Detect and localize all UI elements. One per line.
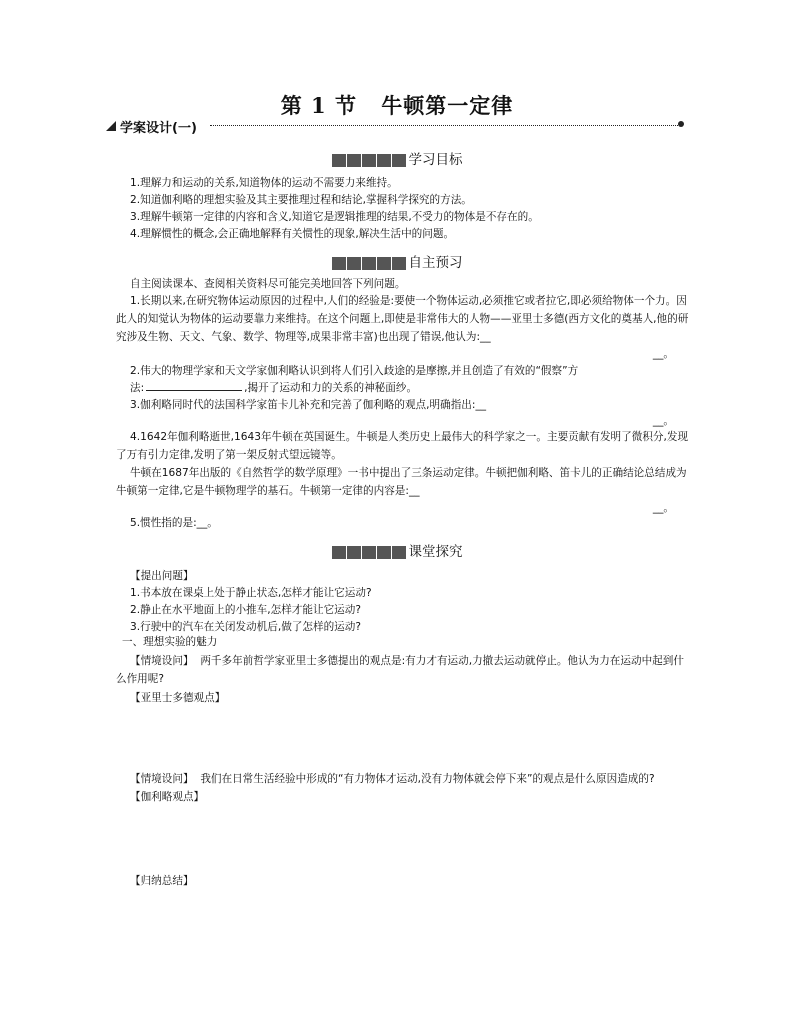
part1-heading: 一、理想实验的魅力: [122, 636, 218, 648]
question-item: 1.书本放在课桌上处于静止状态,怎样才能让它运动?: [130, 587, 372, 599]
section-classroom: 课堂探究: [0, 540, 794, 560]
goal-item: 1.理解力和运动的关系,知道物体的运动不需要力来维持。: [130, 177, 398, 189]
design-bar: [106, 118, 684, 134]
section-goals: 学习目标: [0, 148, 794, 168]
goal-item: 4.理解惯性的概念,会正确地解释有关惯性的现象,解决生活中的问题。: [130, 228, 455, 240]
preview-q4: 4.1642年伽利略逝世,1643年牛顿在英国诞生。牛顿是人类历史上最伟大的科学家之一。主要贡献有发明了微积分,发现了万有引力定律,发明了第一架反射式望远镜等。: [116, 431, 689, 461]
triangle-icon: [106, 121, 116, 131]
preview-q4b: 牛顿在1687年出版的《自然哲学的数学原理》一书中提出了三条运动定律。牛顿把伽利略、笛卡儿的正确结论总结成为牛顿第一定律,它是牛顿物理学的基石。牛顿第一定律的内容是:__: [116, 467, 687, 497]
answer-blank[interactable]: [146, 379, 242, 391]
section-preview: 自主预习: [0, 251, 794, 271]
question-item: 2.静止在水平地面上的小推车,怎样才能让它运动?: [130, 604, 361, 616]
preview-q2b: 法: ,揭开了运动和力的关系的神秘面纱。: [130, 379, 704, 397]
dotted-divider: [210, 125, 678, 126]
preview-q4-end: __。: [652, 502, 674, 514]
preview-q3-end: __。: [652, 415, 674, 427]
question-item: 3.行驶中的汽车在关闭发动机后,做了怎样的运动?: [130, 621, 361, 633]
page-title: [0, 90, 794, 120]
divider-end-dot: [678, 121, 684, 127]
block-icon: [332, 544, 407, 560]
aristotle-label: 【亚里士多德观点】: [130, 692, 226, 704]
preview-q1: 1.长期以来,在研究物体运动原因的过程中,人们的经验是:要使一个物体运动,必须推它或者拉它,即必须给物体一个力。因此人的知觉认为物体的运动要靠力来维持。在这个问题上,即使是非常伟大的人物——亚里士多德(西方文化的奠基人,他的研究涉及生物、天文、气象、数学、物理等,成果非常丰富)也出现了错误,他认为:__: [116, 295, 689, 343]
block-icon: [332, 152, 407, 168]
preview-q5: 5.惯性指的是:__。: [130, 517, 218, 529]
scene2: 【情境设问】 我们在日常生活经验中形成的“有力物体才运动,没有力物体就会停下来”的观点是什么原因造成的?: [130, 773, 655, 785]
goal-item: 2.知道伽利略的理想实验及其主要推理过程和结论,掌握科学探究的方法。: [130, 194, 472, 206]
preview-q1-end: __。: [652, 348, 674, 360]
block-icon: [332, 255, 407, 271]
title-name: 牛顿第一定律: [381, 93, 514, 118]
preview-q3: 3.伽利略同时代的法国科学家笛卡儿补充和完善了伽利略的观点,明确指出:__: [130, 399, 487, 411]
summary-label: 【归纳总结】: [130, 875, 194, 887]
scene1: 【情境设问】 两千多年前哲学家亚里士多德提出的观点是:有力才有运动,力撤去运动就停止。他认为力在运动中起到什么作用呢?: [116, 655, 684, 685]
design-label: 学案设计(一): [120, 121, 197, 136]
raise-question-label: 【提出问题】: [130, 570, 194, 582]
galileo-label: 【伽利略观点】: [130, 791, 205, 803]
preview-intro: 自主阅读课本、查阅相关资料尽可能完美地回答下列问题。: [130, 278, 406, 290]
title-section: 第 1 节: [280, 93, 357, 118]
goal-item: 3.理解牛顿第一定律的内容和含义,知道它是逻辑推理的结果,不受力的物体是不存在的。: [130, 211, 539, 223]
preview-q2: 2.伟大的物理学家和天文学家伽利略认识到将人们引入歧途的是摩擦,并且创造了有效的“假察”方: [130, 365, 579, 377]
